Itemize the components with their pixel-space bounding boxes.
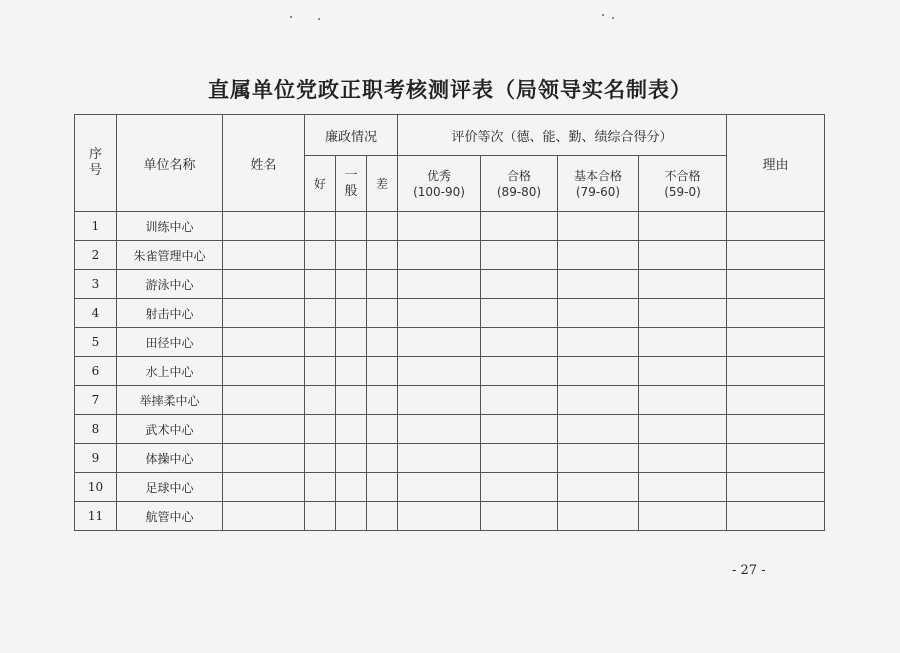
grade-fail-cell[interactable] (639, 444, 727, 473)
grade-excellent-cell[interactable] (398, 386, 481, 415)
integrity-good-cell[interactable] (305, 444, 336, 473)
reason-cell[interactable] (727, 328, 825, 357)
grade-basic-pass-cell[interactable] (558, 328, 639, 357)
row-unit-name: 射击中心 (117, 299, 223, 328)
table-row (75, 386, 825, 415)
integrity-average-cell[interactable] (336, 502, 367, 531)
header-grade-basic-pass: 基本合格 (79-60) (558, 156, 639, 212)
name-cell[interactable] (223, 444, 305, 473)
table-row (75, 212, 825, 241)
integrity-average-cell[interactable] (336, 299, 367, 328)
grade-excellent-cell[interactable] (398, 444, 481, 473)
name-cell[interactable] (223, 241, 305, 270)
row-unit-name: 足球中心 (117, 473, 223, 502)
row-number: 7 (75, 386, 117, 415)
integrity-good-cell[interactable] (305, 502, 336, 531)
integrity-average-cell[interactable] (336, 212, 367, 241)
grade-basic-pass-cell[interactable] (558, 415, 639, 444)
grade-pass-cell[interactable] (481, 328, 558, 357)
row-unit-name: 体操中心 (117, 444, 223, 473)
row-unit-name: 朱雀管理中心 (117, 241, 223, 270)
grade-basic-pass-cell[interactable] (558, 386, 639, 415)
integrity-average-cell[interactable] (336, 444, 367, 473)
row-unit-name: 田径中心 (117, 328, 223, 357)
reason-cell[interactable] (727, 357, 825, 386)
row-number: 5 (75, 328, 117, 357)
grade-fail-cell[interactable] (639, 415, 727, 444)
integrity-good-cell[interactable] (305, 328, 336, 357)
grade-basic-pass-cell[interactable] (558, 357, 639, 386)
row-number: 4 (75, 299, 117, 328)
grade-pass-cell[interactable] (481, 299, 558, 328)
integrity-poor-cell[interactable] (367, 328, 398, 357)
row-number: 3 (75, 270, 117, 299)
integrity-average-cell[interactable] (336, 357, 367, 386)
row-number: 9 (75, 444, 117, 473)
grade-pass-cell[interactable] (481, 415, 558, 444)
grade-excellent-cell[interactable] (398, 212, 481, 241)
page-number: - 27 - (732, 563, 766, 578)
integrity-good-cell[interactable] (305, 212, 336, 241)
grade-basic-pass-cell[interactable] (558, 444, 639, 473)
reason-cell[interactable] (727, 241, 825, 270)
integrity-good-cell[interactable] (305, 241, 336, 270)
integrity-poor-cell[interactable] (367, 270, 398, 299)
name-cell[interactable] (223, 299, 305, 328)
integrity-poor-cell[interactable] (367, 357, 398, 386)
header-grade-pass: 合格 (89-80) (481, 156, 558, 212)
integrity-good-cell[interactable] (305, 473, 336, 502)
reason-cell[interactable] (727, 444, 825, 473)
table-row (75, 241, 825, 270)
row-number: 1 (75, 212, 117, 241)
grade-excellent-cell[interactable] (398, 270, 481, 299)
table-row (75, 299, 825, 328)
header-seq: 序 号 (75, 115, 117, 212)
row-number: 2 (75, 241, 117, 270)
row-unit-name: 水上中心 (117, 357, 223, 386)
header-unit-name: 单位名称 (117, 115, 223, 212)
header-integrity-group: 廉政情况 (305, 115, 398, 156)
integrity-average-cell[interactable] (336, 328, 367, 357)
page-title: 直属单位党政正职考核测评表（局领导实名制表） (208, 78, 692, 102)
grade-excellent-cell[interactable] (398, 502, 481, 531)
grade-fail-cell[interactable] (639, 386, 727, 415)
grade-excellent-cell[interactable] (398, 328, 481, 357)
name-cell[interactable] (223, 357, 305, 386)
grade-pass-cell[interactable] (481, 357, 558, 386)
grade-fail-cell[interactable] (639, 328, 727, 357)
integrity-good-cell[interactable] (305, 415, 336, 444)
header-grade-group: 评价等次（德、能、勤、绩综合得分） (398, 115, 727, 156)
integrity-good-cell[interactable] (305, 270, 336, 299)
grade-fail-cell[interactable] (639, 241, 727, 270)
grade-fail-cell[interactable] (639, 473, 727, 502)
table-row (75, 415, 825, 444)
grade-basic-pass-cell[interactable] (558, 502, 639, 531)
name-cell[interactable] (223, 212, 305, 241)
integrity-poor-cell[interactable] (367, 241, 398, 270)
integrity-poor-cell[interactable] (367, 444, 398, 473)
name-cell[interactable] (223, 386, 305, 415)
grade-excellent-cell[interactable] (398, 299, 481, 328)
grade-excellent-cell[interactable] (398, 241, 481, 270)
row-number: 11 (75, 502, 117, 531)
grade-fail-cell[interactable] (639, 357, 727, 386)
integrity-poor-cell[interactable] (367, 473, 398, 502)
reason-cell[interactable] (727, 473, 825, 502)
integrity-average-cell[interactable] (336, 386, 367, 415)
name-cell[interactable] (223, 415, 305, 444)
grade-pass-cell[interactable] (481, 270, 558, 299)
row-unit-name: 武术中心 (117, 415, 223, 444)
name-cell[interactable] (223, 502, 305, 531)
grade-fail-cell[interactable] (639, 502, 727, 531)
reason-cell[interactable] (727, 299, 825, 328)
header-grade-excellent: 优秀 (100-90) (398, 156, 481, 212)
grade-basic-pass-cell[interactable] (558, 299, 639, 328)
grade-pass-cell[interactable] (481, 386, 558, 415)
row-unit-name: 航管中心 (117, 502, 223, 531)
header-integrity-poor: 差 (367, 156, 398, 212)
grade-basic-pass-cell[interactable] (558, 473, 639, 502)
integrity-average-cell[interactable] (336, 415, 367, 444)
row-unit-name: 举摔柔中心 (117, 386, 223, 415)
grade-basic-pass-cell[interactable] (558, 241, 639, 270)
integrity-poor-cell[interactable] (367, 502, 398, 531)
table-row (75, 270, 825, 299)
name-cell[interactable] (223, 270, 305, 299)
grade-excellent-cell[interactable] (398, 415, 481, 444)
reason-cell[interactable] (727, 502, 825, 531)
grade-pass-cell[interactable] (481, 444, 558, 473)
grade-fail-cell[interactable] (639, 299, 727, 328)
integrity-poor-cell[interactable] (367, 415, 398, 444)
name-cell[interactable] (223, 328, 305, 357)
table-row (75, 328, 825, 357)
header-integrity-good: 好 (305, 156, 336, 212)
row-number: 8 (75, 415, 117, 444)
reason-cell[interactable] (727, 415, 825, 444)
reason-cell[interactable] (727, 386, 825, 415)
table-row (75, 444, 825, 473)
name-cell[interactable] (223, 473, 305, 502)
header-integrity-average: 一 般 (336, 156, 367, 212)
table-row (75, 357, 825, 386)
grade-pass-cell[interactable] (481, 241, 558, 270)
integrity-average-cell[interactable] (336, 270, 367, 299)
integrity-poor-cell[interactable] (367, 386, 398, 415)
grade-basic-pass-cell[interactable] (558, 270, 639, 299)
header-grade-fail: 不合格 (59-0) (639, 156, 727, 212)
grade-pass-cell[interactable] (481, 473, 558, 502)
row-unit-name: 游泳中心 (117, 270, 223, 299)
integrity-good-cell[interactable] (305, 299, 336, 328)
grade-excellent-cell[interactable] (398, 473, 481, 502)
header-reason: 理由 (727, 115, 825, 212)
integrity-poor-cell[interactable] (367, 212, 398, 241)
row-number: 10 (75, 473, 117, 502)
integrity-average-cell[interactable] (336, 473, 367, 502)
evaluation-table (74, 114, 825, 531)
grade-pass-cell[interactable] (481, 502, 558, 531)
header-person-name: 姓名 (223, 115, 305, 212)
grade-excellent-cell[interactable] (398, 357, 481, 386)
grade-fail-cell[interactable] (639, 270, 727, 299)
grade-pass-cell[interactable] (481, 212, 558, 241)
table-row (75, 473, 825, 502)
integrity-good-cell[interactable] (305, 386, 336, 415)
grade-fail-cell[interactable] (639, 212, 727, 241)
table-row (75, 502, 825, 531)
grade-basic-pass-cell[interactable] (558, 212, 639, 241)
row-number: 6 (75, 357, 117, 386)
integrity-poor-cell[interactable] (367, 299, 398, 328)
reason-cell[interactable] (727, 270, 825, 299)
row-unit-name: 训练中心 (117, 212, 223, 241)
integrity-average-cell[interactable] (336, 241, 367, 270)
reason-cell[interactable] (727, 212, 825, 241)
integrity-good-cell[interactable] (305, 357, 336, 386)
